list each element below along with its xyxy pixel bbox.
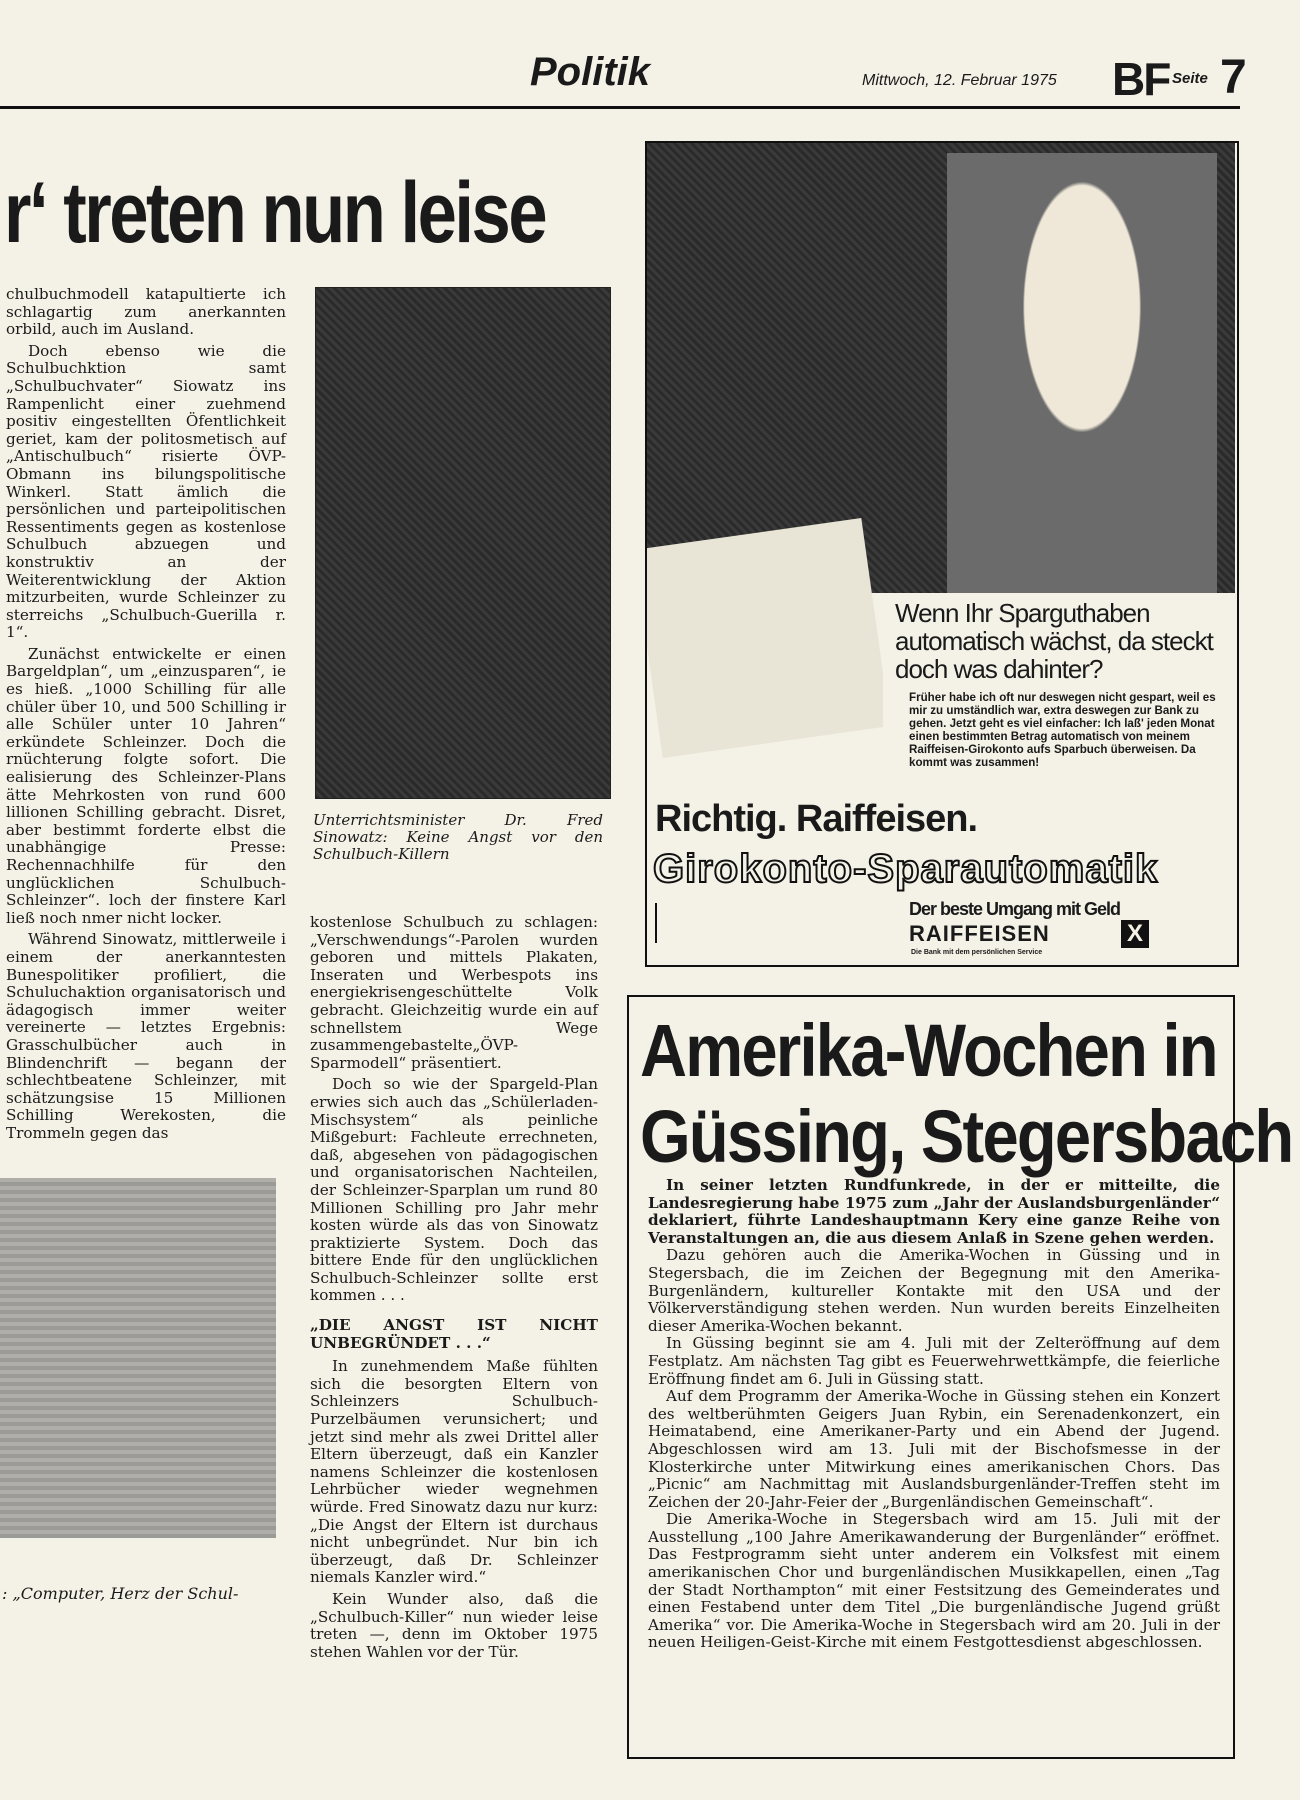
minister-photo <box>315 287 611 799</box>
page-label: Seite <box>1172 70 1208 87</box>
paragraph: kostenlose Schulbuch zu schlagen: „Verschwendungs“-Parolen wurden geboren und mittels Plakaten, Inseraten und Werbespots ins energiekrisengeschüttelte Volk gebracht. Gleichzeitig wurde ein auf schnellstem Wege zusammengebastelte„ÖVP-Sparmodell“ präsentiert. <box>310 913 598 1072</box>
section-title: Politik <box>530 50 651 94</box>
newspaper-logo: BF <box>1112 53 1170 105</box>
advert-brand: RAIFFEISEN <box>909 921 1050 946</box>
computer-photo <box>0 1178 276 1538</box>
header-rule <box>0 106 1240 109</box>
paragraph: Doch so wie der Spargeld-Plan erwies sich auch das „Schülerladen-Mischsystem“ als peinliche Mißgeburt: Fachleute errechneten, daß, abgesehen von pädagogischen und organisatorischen Nachteilen, der Schleinzer-Sparplan um rund 80 Millionen Schilling pro Jahr mehr kosten würde als das von Sinowatz praktizierte System. Doch das bittere Ende für den unglücklichen Schulbuch-Schleinzer sollte erst kommen . . . <box>310 1075 598 1305</box>
subheading: „DIE ANGST IST NICHT UNBEGRÜNDET . . .“ <box>310 1316 598 1352</box>
amerika-headline <box>640 1008 1293 1180</box>
advert-headline: Wenn Ihr Sparguthaben automatisch wächst, da steckt doch was dahinter? <box>895 598 1213 684</box>
advert-motto: Die Bank mit dem persönlichen Service <box>911 949 1043 956</box>
advert-tagline: Der beste Umgang mit Geld <box>909 899 1121 919</box>
page-number: 7 <box>1220 51 1247 104</box>
advert-slogan: Richtig. Raiffeisen. <box>655 798 978 840</box>
advert-product: Girokonto-Sparautomatik <box>653 847 1159 891</box>
advert-woman-image <box>947 153 1217 593</box>
amerika-headline-line-1: Amerika-Wochen in <box>640 1009 1217 1092</box>
paragraph: Kein Wunder also, daß die „Schulbuch-Killer“ nun wieder leise treten —, denn im Oktober 1975 stehen Wahlen vor der Tür. <box>310 1589 598 1661</box>
paragraph: Während Sinowatz, mittlerweile i einem der anerkanntesten Bunespolitiker profiliert, die Schuluchaktion organisatorisch und ädagogisch immer weiter vereinerte — letztes Ergebnis: Grasschulbücher auch in Blindenchrift — begann der schlechtbeatene Schleinzer, mit schätzungsise 15 Millionen Schilling Werekosten, die Trommeln gegen das <box>6 930 286 1142</box>
raiffeisen-advert <box>645 141 1239 967</box>
amerika-lead: In seiner letzten Rundfunkrede, in der er mitteilte, die Landesregierung habe 1975 zum „Jahr der Auslandsburgenländer“ deklariert, führte Landeshauptmann Kery eine ganze Reihe von Veranstaltungen an, die aus diesem Anlaß in Szene gehen werden. <box>648 1176 1220 1247</box>
paragraph: In zunehmendem Maße fühlten sich die besorgten Eltern von Schleinzers Schulbuch-Purzelbäumen verunsichert; und jetzt sind mehr als zwei Drittel aller Eltern überzeugt, daß ein Kanzler namens Schleinzer die kostenlosen Lehrbücher wieder wegnehmen würde. Fred Sinowatz dazu nur kurz: „Die Angst der Eltern ist durchaus nicht unbegründet. Nur bin ich überzeugt, daß Dr. Schleinzer niemals Kanzler wird.“ <box>310 1357 598 1587</box>
issue-date: Mittwoch, 12. Februar 1975 <box>862 72 1057 89</box>
paragraph: Dazu gehören auch die Amerika-Wochen in Güssing und in Stegersbach, die im Zeichen der Begegnung mit den Amerika-Burgenländern, kultureller Kontakte mit den USA und der Völkerverständigung stehen werden. Nun wurden bereits Einzelheiten dieser Amerika-Wochen bekannt. <box>648 1246 1220 1335</box>
article-column-1 <box>6 286 286 1147</box>
amerika-headline-line-2: Güssing, Stegersbach <box>640 1095 1293 1178</box>
paragraph: In Güssing beginnt sie am 4. Juli mit der Zelteröffnung auf dem Festplatz. Am nächsten Tag gibt es Feuerwehrwettkämpfe, die feierliche Eröffnung findet am 6. Juli in Güssing statt. <box>648 1334 1220 1388</box>
advert-bankbook-image <box>645 518 890 758</box>
raiffeisen-x-icon: X <box>1121 920 1149 948</box>
photo-caption: Unterrichtsminister Dr. Fred Sinowatz: Keine Angst vor den Schulbuch-Killern <box>313 811 603 863</box>
paragraph: chulbuchmodell katapultierte ich schlagartig zum anerkannten orbild, auch im Ausland. <box>6 285 286 339</box>
paragraph: Zunächst entwickelte er einen Bargeldplan“, um „einzusparen“, ie es hieß. „1000 Schilling für alle chüler über 10, und 500 Schilling ir alle Schüler unter 10 Jahren“ erkündete Schleinzer. Doch die rnüchterung folgte sofort. Die ealisierung des Schleinzer-Plans ätte Mehrkosten von rund 600 lillionen Schilling gebracht. Disret, aber bestimmt forderte elbst die unabhängige Presse: Rechennachhilfe für den unglücklichen Schulbuch-Schleinzer“. loch der finstere Karl ließ noch nmer nicht locker. <box>6 644 286 927</box>
paragraph: Doch ebenso wie die Schulbuchktion samt „Schulbuchvater“ Siowatz ins Rampenlicht einer zuehmend positiv eingestellten Öfentlichkeit geriet, kam der politosmetisch auf „Antischulbuch“ risierte ÖVP-Obmann ins bilungspolitische Winkerl. Statt ämlich die persönlichen und parteipolitischen Ressentiments gegen as kostenlose Schulbuch abzuegen und konstruktiv an der Weiterentwicklung der Aktion mitzurbeiten, wurde Schleinzer zu sterreichs „Schulbuch-Guerilla r. 1“. <box>6 341 286 642</box>
advert-divider <box>655 903 657 943</box>
advert-body: Früher habe ich oft nur deswegen nicht gespart, weil es mir zu umständlich war, extra deswegen zur Bank zu gehen. Jetzt geht es viel einfacher: Ich laß' jeden Monat einen bestimmten Betrag automatisch von meinem Raiffeisen-Girokonto aufs Sparbuch überweisen. Da kommt was zusammen! <box>909 691 1216 769</box>
amerika-body <box>648 1177 1220 1652</box>
paragraph: Auf dem Programm der Amerika-Woche in Güssing stehen ein Konzert des weltberühmten Geigers Juan Rybin, ein Serenadenkonzert, ein Heimatabend, eine Amerikaner-Party und ein Abend der Jugend. Abgeschlossen wird am 13. Juli mit der Bischofsmesse in der Klosterkirche unter Mitwirkung eines amerikanischen Chors. Das „Picnic“ am Nachmittag mit Auslandsburgenländer-Treffen steht im Zeichen der 20-Jahr-Feier der „Burgenländischen Gemeinschaft“. <box>648 1387 1220 1511</box>
computer-photo-caption: : „Computer, Herz der Schul- <box>2 1584 239 1603</box>
paragraph: Die Amerika-Woche in Stegersbach wird am 15. Juli mit der Ausstellung „100 Jahre Amerikawanderung der Burgenländer“ eröffnet. Das Festprogramm sieht unter anderem ein Volksfest mit einem amerikanischen Chor und burgenländischen Musikkapellen, einen „Tag der Stadt Northampton“ mit einer Festsitzung des Gemeinderates und einen Festabend unter dem Titel „Die burgenländische Jugend grüßt Amerika“ vor. Die Amerika-Woche in Stegersbach wird am 20. Juli in der neuen Heiligen-Geist-Kirche mit einem Festgottesdienst abgeschlossen. <box>648 1510 1220 1652</box>
article-headline: r‘ treten nun leise <box>4 165 546 261</box>
article-column-2 <box>310 914 598 1665</box>
